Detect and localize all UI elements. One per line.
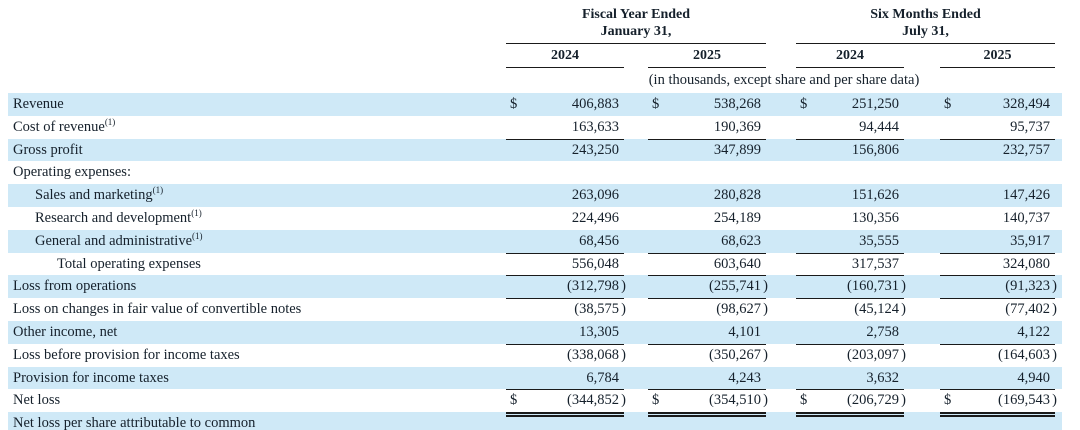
- amount-value: 4,243: [728, 369, 761, 386]
- dollar-sign: $: [944, 392, 952, 409]
- column-group-fiscal-year: [506, 0, 766, 44]
- amount-value: 224,496: [571, 209, 619, 226]
- table-body: [8, 93, 1062, 430]
- amount-value: 163,633: [571, 118, 619, 135]
- row-label: Net loss: [13, 392, 61, 409]
- amount-value: 324,080: [1002, 255, 1050, 272]
- row-label: Provision for income taxes: [13, 369, 169, 386]
- amount-value: 151,626: [851, 187, 899, 204]
- amount-cell: [940, 344, 1055, 367]
- row-label: Total operating expenses: [57, 255, 201, 272]
- amount-value: (203,097 ): [847, 346, 906, 363]
- dollar-sign: [510, 253, 518, 276]
- amount-value: 406,883: [571, 96, 619, 112]
- dollar-sign: [510, 116, 518, 139]
- dollar-sign: [944, 230, 952, 253]
- dollar-sign: [652, 184, 660, 207]
- amount-value: 254,189: [713, 209, 761, 226]
- amount-cell: [940, 93, 1055, 116]
- amount-cell: [796, 298, 904, 321]
- amount-value: 94,444: [859, 118, 899, 135]
- amount-value: (354,510 ): [709, 392, 768, 409]
- amount-cell: [940, 253, 1055, 277]
- dollar-sign: [944, 321, 952, 344]
- amount-value: 3,632: [866, 369, 899, 386]
- row-label: Net loss per share attributable to common: [13, 415, 256, 430]
- amount-cell: [796, 253, 904, 277]
- dollar-sign: [510, 275, 518, 298]
- row-label: Revenue: [13, 96, 64, 112]
- amount-value: (98,627 ): [716, 301, 768, 318]
- amount-cell: [506, 344, 624, 367]
- amount-value: (338,068 ): [567, 346, 626, 363]
- amount-value: 280,828: [713, 187, 761, 204]
- dollar-sign: [800, 184, 808, 207]
- amount-value: (91,323 ): [1005, 278, 1057, 295]
- amount-value: 140,737: [1002, 209, 1050, 226]
- amount-cell: [648, 367, 766, 391]
- amount-cell: [648, 275, 766, 299]
- table-row: [8, 116, 1062, 139]
- row-label: Sales and marketing$^{(1)}$: [35, 185, 164, 204]
- amount-cell: [506, 412, 624, 430]
- dollar-sign: [510, 161, 518, 184]
- amount-value: (38,575 ): [574, 301, 626, 318]
- amount-value: 6,784: [586, 369, 619, 386]
- amount-value: 147,426: [1002, 187, 1050, 204]
- amount-cell: [506, 116, 624, 140]
- dollar-sign: $: [510, 96, 518, 112]
- dollar-sign: [510, 367, 518, 390]
- dollar-sign: [652, 275, 660, 298]
- amount-cell: [940, 412, 1055, 430]
- dollar-sign: [944, 367, 952, 390]
- amount-cell: [796, 367, 904, 391]
- amount-value: 328,494: [1002, 96, 1050, 112]
- dollar-sign: [800, 321, 808, 344]
- dollar-sign: [944, 253, 952, 276]
- dollar-sign: [510, 344, 518, 367]
- table-row: [8, 389, 1062, 412]
- amount-cell: [796, 93, 904, 116]
- amount-value: (312,798 ): [567, 278, 626, 295]
- row-label: Research and development$^{(1)}$: [35, 207, 202, 226]
- dollar-sign: [944, 161, 952, 184]
- dollar-sign: [652, 321, 660, 344]
- amount-cell: [648, 184, 766, 207]
- amount-value: 4,940: [1017, 369, 1050, 386]
- dollar-sign: $: [944, 96, 952, 112]
- amount-cell: [506, 184, 624, 207]
- amount-cell: [796, 139, 904, 162]
- amount-cell: [940, 321, 1055, 345]
- amount-cell: [796, 275, 904, 299]
- row-label: Gross profit: [13, 141, 83, 158]
- dollar-sign: [800, 230, 808, 253]
- row-label: Loss before provision for income taxes: [13, 346, 240, 363]
- dollar-sign: [800, 139, 808, 162]
- amount-cell: [506, 93, 624, 116]
- dollar-sign: [510, 412, 518, 430]
- dollar-sign: [510, 207, 518, 230]
- dollar-sign: [652, 230, 660, 253]
- amount-value: 35,555: [859, 232, 899, 249]
- amount-value: 347,899: [713, 141, 761, 158]
- amount-cell: [506, 253, 624, 277]
- table-row: [8, 253, 1062, 276]
- amount-cell: [648, 344, 766, 367]
- amount-cell: [940, 139, 1055, 162]
- amount-cell: [648, 253, 766, 277]
- amount-cell: [940, 367, 1055, 391]
- dollar-sign: [652, 139, 660, 162]
- amount-cell: [506, 298, 624, 321]
- amount-cell: [940, 184, 1055, 207]
- amount-cell: [940, 230, 1055, 254]
- dollar-sign: [652, 207, 660, 230]
- table-row: [8, 321, 1062, 344]
- amount-cell: [796, 161, 904, 184]
- row-label: Cost of revenue$^{(1)}$: [13, 116, 116, 135]
- amount-value: 538,268: [713, 96, 761, 112]
- units-note: (in thousands, except share and per share data): [648, 72, 920, 88]
- group-title-line1: Six Months Ended: [870, 7, 981, 22]
- amount-value: 317,537: [851, 255, 899, 272]
- table-header-years: [8, 44, 1062, 68]
- dollar-sign: $: [510, 392, 518, 409]
- dollar-sign: [800, 298, 808, 321]
- amount-cell: [940, 116, 1055, 140]
- dollar-sign: $: [652, 392, 660, 409]
- table-row: [8, 184, 1062, 207]
- row-label: General and administrative$^{(1)}$: [35, 230, 203, 249]
- amount-cell: [796, 116, 904, 140]
- group-title-line2: July 31,: [902, 24, 949, 39]
- group-title-line2: January 31,: [600, 24, 672, 39]
- amount-value: 130,356: [851, 209, 899, 226]
- table-row: [8, 367, 1062, 390]
- amount-value: 13,305: [579, 323, 619, 340]
- table-row: [8, 93, 1062, 116]
- dollar-sign: [944, 184, 952, 207]
- amount-value: 243,250: [571, 141, 619, 158]
- amount-value: 68,456: [579, 232, 619, 249]
- dollar-sign: [944, 344, 952, 367]
- dollar-sign: [510, 298, 518, 321]
- amount-cell: [796, 207, 904, 230]
- year-column-header: 2024: [506, 44, 624, 68]
- year-column-header: 2025: [648, 44, 766, 68]
- amount-cell: [506, 139, 624, 162]
- amount-value: 251,250: [851, 96, 899, 112]
- amount-value: 556,048: [571, 255, 619, 272]
- table-row: [8, 230, 1062, 253]
- table-row: [8, 139, 1062, 162]
- amount-cell: [940, 161, 1055, 184]
- amount-value: (344,852 ): [567, 392, 626, 409]
- amount-cell: [796, 321, 904, 345]
- amount-cell: [796, 184, 904, 207]
- dollar-sign: $: [800, 96, 808, 112]
- amount-cell: [506, 230, 624, 254]
- dollar-sign: [800, 253, 808, 276]
- amount-value: 232,757: [1002, 141, 1050, 158]
- amount-value: (45,124 ): [854, 301, 906, 318]
- dollar-sign: $: [652, 96, 660, 112]
- dollar-sign: [800, 161, 808, 184]
- year-column-header: 2025: [940, 44, 1055, 68]
- amount-value: (77,402 ): [1005, 301, 1057, 318]
- amount-value: 35,917: [1010, 232, 1050, 249]
- dollar-sign: [510, 230, 518, 253]
- dollar-sign: [652, 161, 660, 184]
- amount-cell: [648, 161, 766, 184]
- amount-value: (350,267 ): [709, 346, 768, 363]
- amount-cell: [648, 116, 766, 140]
- amount-cell: [506, 321, 624, 345]
- amount-value: (206,729 ): [847, 392, 906, 409]
- amount-value: 603,640: [713, 255, 761, 272]
- amount-cell: [796, 412, 904, 430]
- dollar-sign: [652, 344, 660, 367]
- dollar-sign: [800, 344, 808, 367]
- amount-value: 95,737: [1010, 118, 1050, 135]
- amount-cell: [648, 230, 766, 254]
- table-row: [8, 298, 1062, 321]
- dollar-sign: [944, 298, 952, 321]
- amount-value: 156,806: [851, 141, 899, 158]
- amount-cell: [506, 367, 624, 391]
- amount-cell: [796, 344, 904, 367]
- dollar-sign: [944, 116, 952, 139]
- amount-cell: [506, 275, 624, 299]
- amount-value: 4,122: [1017, 323, 1050, 340]
- amount-value: 4,101: [728, 323, 761, 340]
- amount-value: 190,369: [713, 118, 761, 135]
- dollar-sign: [944, 275, 952, 298]
- dollar-sign: [800, 367, 808, 390]
- dollar-sign: $: [800, 392, 808, 409]
- units-note-row: [8, 68, 1062, 93]
- dollar-sign: [800, 116, 808, 139]
- dollar-sign: [510, 184, 518, 207]
- amount-value: (169,543 ): [998, 392, 1057, 409]
- dollar-sign: [800, 275, 808, 298]
- dollar-sign: [652, 253, 660, 276]
- table-row: [8, 207, 1062, 230]
- amount-cell: [506, 207, 624, 230]
- amount-value: (160,731 ): [847, 278, 906, 295]
- dollar-sign: [652, 367, 660, 390]
- amount-cell: [648, 412, 766, 430]
- amount-cell: [940, 275, 1055, 299]
- dollar-sign: [944, 207, 952, 230]
- dollar-sign: [652, 116, 660, 139]
- amount-cell: [648, 298, 766, 321]
- table-row: [8, 275, 1062, 298]
- amount-cell: [648, 139, 766, 162]
- amount-value: (255,741 ): [709, 278, 768, 295]
- amount-cell: [648, 207, 766, 230]
- amount-value: 68,623: [721, 232, 761, 249]
- amount-cell: [506, 161, 624, 184]
- dollar-sign: [800, 207, 808, 230]
- table-row: [8, 344, 1062, 367]
- dollar-sign: [944, 412, 952, 430]
- table-row: [8, 161, 1062, 184]
- dollar-sign: [652, 298, 660, 321]
- table-row: [8, 412, 1062, 430]
- amount-cell: [796, 230, 904, 254]
- table-header-groups: [8, 0, 1062, 44]
- dollar-sign: [800, 412, 808, 430]
- amount-cell: [648, 321, 766, 345]
- year-column-header: 2024: [796, 44, 904, 68]
- amount-cell: [940, 298, 1055, 321]
- group-title-line1: Fiscal Year Ended: [581, 7, 691, 22]
- column-group-six-months: [796, 0, 1055, 44]
- dollar-sign: [944, 139, 952, 162]
- amount-cell: [648, 93, 766, 116]
- row-label: Loss on changes in fair value of convertible notes: [13, 301, 302, 318]
- financial-statement-table: [8, 0, 1062, 430]
- amount-cell: [940, 207, 1055, 230]
- dollar-sign: [652, 412, 660, 430]
- amount-value: (164,603 ): [998, 346, 1057, 363]
- amount-value: 2,758: [866, 323, 899, 340]
- amount-value: 263,096: [571, 187, 619, 204]
- row-label: Other income, net: [13, 323, 118, 340]
- dollar-sign: [510, 139, 518, 162]
- dollar-sign: [510, 321, 518, 344]
- row-label: Operating expenses:: [13, 164, 131, 181]
- row-label: Loss from operations: [13, 278, 137, 295]
